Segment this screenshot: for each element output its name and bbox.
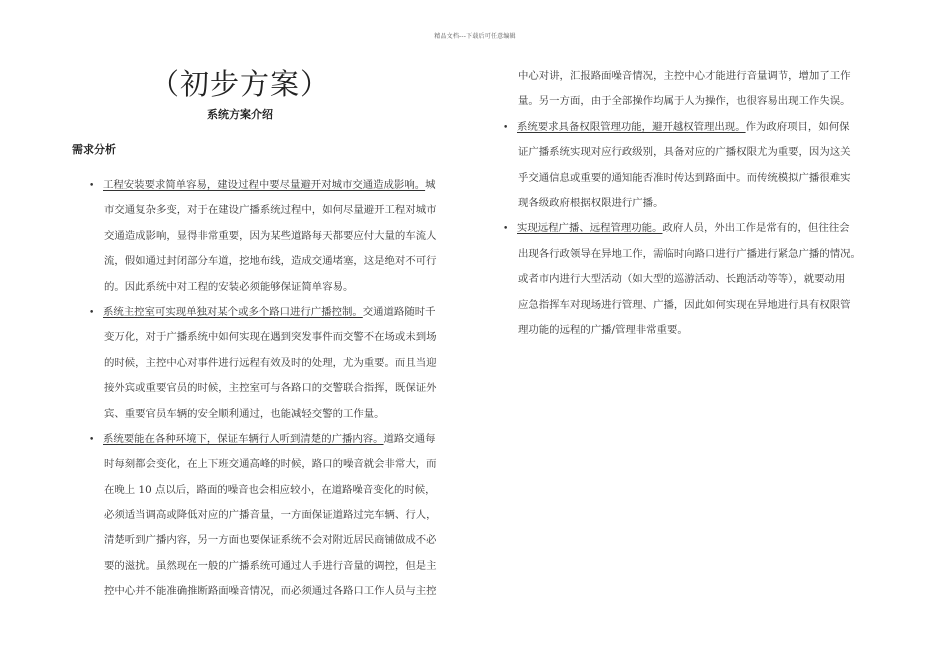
item-text: 作为政府项目，如何保 bbox=[745, 120, 850, 133]
list-item bbox=[500, 115, 888, 217]
item-text: 道路交通每 bbox=[383, 432, 436, 445]
left-column bbox=[86, 173, 464, 605]
bullet-icon: • bbox=[89, 434, 95, 445]
item-line: 或者市内进行大型活动（如大型的巡游活动、长跑活动等等），就要动用 bbox=[518, 273, 846, 286]
item-line: 接外宾或重要官员的时候，主控室可与各路口的交警联合指挥，既保证外 bbox=[104, 382, 437, 395]
item-line: 在晚上 10 点以后，路面的噪音也会相应较小，在道路噪音变化的时候， bbox=[104, 483, 436, 496]
item-text: 政府人员，外出工作是常有的，但往往会 bbox=[662, 222, 850, 235]
item-line: 交通造成影响，显得非常重要，因为某些道路每天都要应付大量的车流人 bbox=[104, 229, 437, 242]
item-line: 出现各行政领导在异地工作，需临时向路口进行广播进行紧急广播的情况。 bbox=[518, 247, 861, 260]
item-lead: 工程安装要求简单容易，建设过程中要尽量避开对城市交通造成影响。 bbox=[103, 179, 426, 191]
page-header: 精品文档---下载后可任意编辑 bbox=[434, 33, 516, 40]
item-line: 流，假如通过封闭部分车道，挖地布线，造成交通堵塞，这是绝对不可行 bbox=[104, 255, 437, 268]
item-line: 变万化，对于广播系统中如何实现在遇到突发事件而交警不在场或未到场 bbox=[104, 331, 437, 344]
item-line: 乎交通信息或重要的通知能否准时传达到路面中。而传统模拟广播很难实 bbox=[518, 171, 851, 184]
item-line: 的时候，主控中心对事件进行远程有效及时的处理，尤为重要。而且当迎 bbox=[104, 356, 437, 369]
item-line: 的。因此系统中对工程的安装必须能够保证简单容易。 bbox=[104, 280, 354, 293]
bullet-icon: • bbox=[89, 181, 95, 191]
bullet-icon: • bbox=[503, 122, 509, 133]
bullet-icon: • bbox=[89, 307, 95, 318]
item-line: 要的滋扰。虽然现在一般的广播系统可通过人手进行音量的调控，但是主 bbox=[104, 559, 437, 572]
list-item bbox=[86, 173, 464, 300]
list-item bbox=[500, 216, 888, 343]
item-lead: 系统要求具备权限管理功能，避开越权管理出现。 bbox=[517, 120, 746, 133]
list-item bbox=[86, 427, 464, 605]
page-title: （初步方案） bbox=[149, 67, 330, 101]
item-line: 时每刻都会变化，在上下班交通高峰的时候，路口的噪音就会非常大，而 bbox=[104, 458, 437, 471]
item-line: 市交通复杂多变，对于在建设广播系统过程中，如何尽量避开工程对城市 bbox=[104, 204, 437, 217]
continuation-line: 量。另一方面，由于全部操作均属于人为操作，也很容易出现工作失误。 bbox=[518, 95, 851, 108]
item-line: 证广播系统实现对应行政级别，具备对应的广播权限尤为重要，因为这关 bbox=[518, 146, 851, 159]
continuation-line: 中心对讲，汇报路面噪音情况，主控中心才能进行音量调节，增加了工作 bbox=[518, 70, 851, 82]
item-lead: 系统要能在各种环境下，保证车辆行人听到清楚的广播内容。 bbox=[103, 432, 384, 445]
item-line: 应急指挥车对现场进行管理、广播，因此如何实现在异地进行具有权限管 bbox=[518, 298, 851, 311]
item-text: 交通道路随时千 bbox=[362, 305, 436, 318]
list-item bbox=[86, 300, 464, 427]
item-line: 清楚听到广播内容，另一方面也要保证系统不会对附近居民商铺做成不必 bbox=[104, 534, 437, 547]
item-line: 控中心并不能准确推断路面噪音情况，而必须通过各路口工作人员与主控 bbox=[104, 585, 437, 598]
section-heading: 需求分析 bbox=[72, 143, 116, 156]
bullet-icon: • bbox=[503, 224, 509, 235]
page-subtitle: 系统方案介绍 bbox=[207, 108, 273, 121]
item-line: 现各级政府根据权限进行广播。 bbox=[518, 196, 664, 209]
right-column bbox=[500, 64, 888, 343]
item-line: 必须适当调高或降低对应的广播音量，一方面保证道路过完车辆、行人， bbox=[104, 509, 437, 522]
item-lead: 系统主控室可实现单独对某个或多个路口进行广播控制。 bbox=[103, 305, 363, 318]
item-line: 宾、重要官员车辆的安全顺利通过，也能减轻交警的工作量。 bbox=[104, 407, 385, 420]
item-text: 城 bbox=[425, 179, 436, 191]
item-line: 理功能的远程的广播/管理非常重要。 bbox=[518, 323, 688, 336]
item-lead: 实现远程广播、远程管理功能。 bbox=[517, 222, 663, 235]
